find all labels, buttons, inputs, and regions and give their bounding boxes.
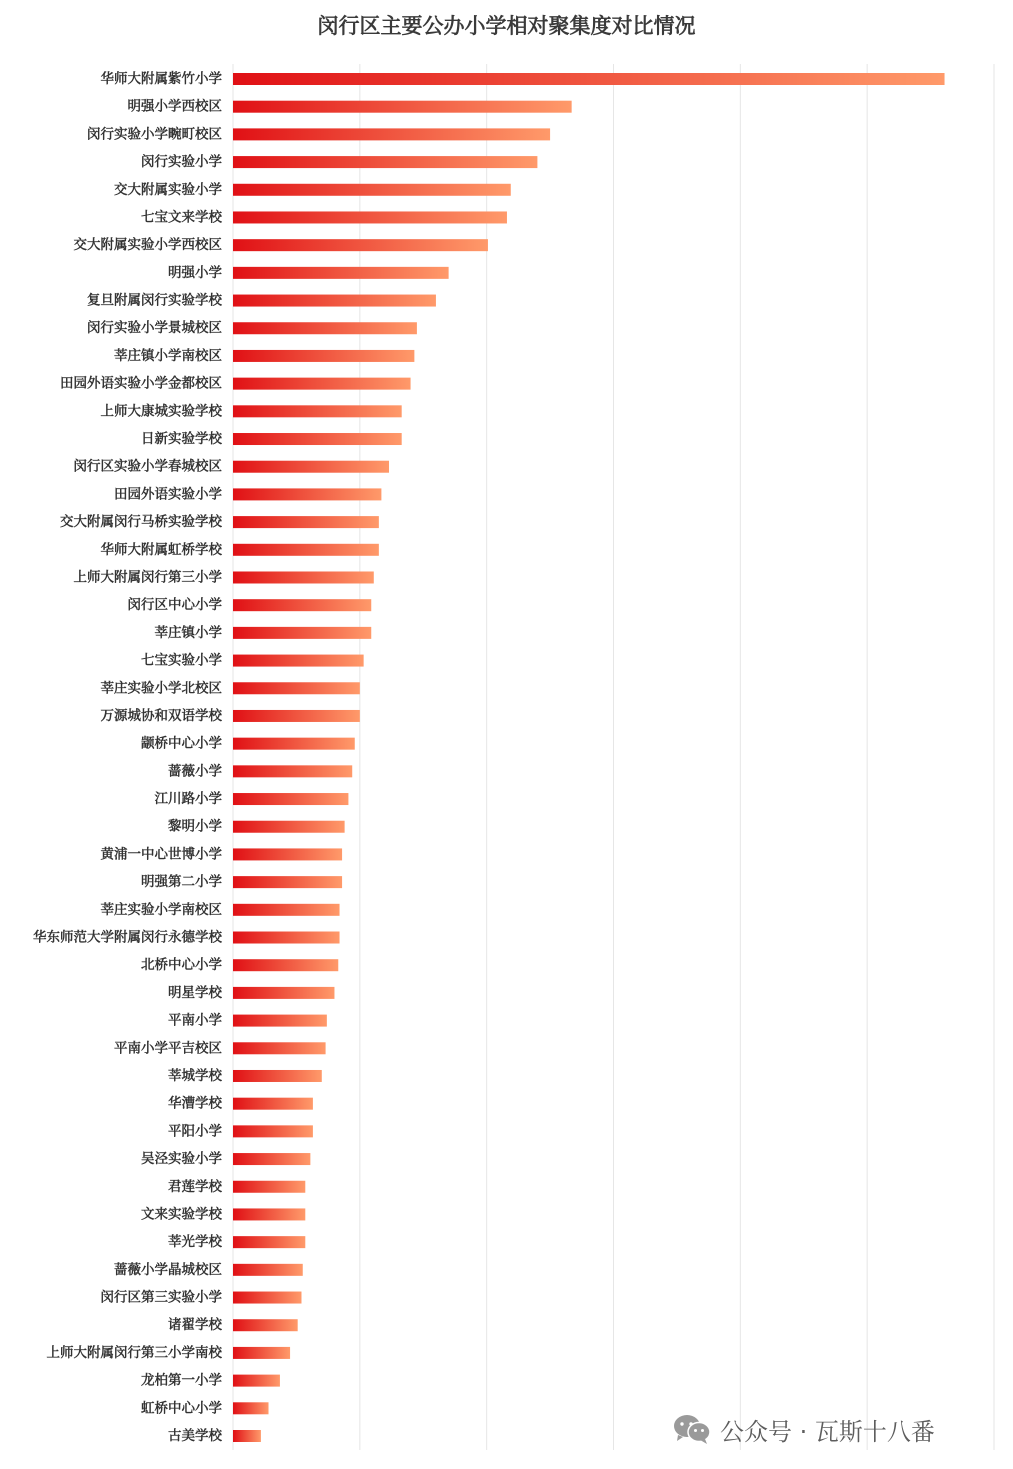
bar: [233, 571, 374, 583]
bar: [233, 1402, 269, 1414]
bar: [233, 211, 507, 223]
category-label: 华师大附属虹桥学校: [100, 541, 222, 558]
category-label: 交大附属闵行马桥实验学校: [60, 514, 222, 531]
bar: [233, 73, 945, 85]
category-label: 古美学校: [168, 1428, 222, 1444]
category-label: 上师大附属闵行第三小学南校: [46, 1344, 222, 1361]
category-label: 七宝文来学校: [141, 209, 222, 226]
category-label: 华漕学校: [168, 1095, 222, 1112]
bar: [233, 267, 449, 279]
category-label: 莘城学校: [168, 1067, 222, 1084]
category-label: 闵行实验小学畹町校区: [87, 126, 222, 143]
bar: [233, 378, 411, 390]
bar: [233, 488, 381, 500]
category-label: 田园外语实验小学金都校区: [60, 375, 222, 392]
bar: [233, 821, 345, 833]
bar: [233, 710, 360, 722]
category-label: 蔷薇小学: [168, 763, 222, 780]
wechat-icon: [672, 1413, 712, 1445]
bar: [233, 1098, 313, 1110]
bar: [233, 101, 572, 113]
bar: [233, 295, 436, 307]
category-label: 文来实验学校: [141, 1206, 222, 1223]
category-label: 华东师范大学附属闵行永德学校: [33, 929, 222, 946]
category-label: 莘庄镇小学: [154, 624, 222, 641]
bar: [233, 1208, 305, 1220]
bar: [233, 544, 379, 556]
category-label: 吴泾实验小学: [141, 1151, 222, 1168]
category-label: 黎明小学: [168, 818, 222, 835]
bar: [233, 1015, 327, 1027]
bar: [233, 1042, 326, 1054]
bar: [233, 682, 360, 694]
bar: [233, 876, 342, 888]
bar: [233, 1292, 301, 1304]
bar: [233, 239, 488, 251]
category-label: 龙柏第一小学: [141, 1372, 222, 1389]
bar: [233, 1264, 303, 1276]
category-label: 复旦附属闵行实验学校: [87, 292, 222, 309]
bar: [233, 904, 340, 916]
category-label: 明星学校: [168, 984, 222, 1001]
category-label: 北桥中心小学: [141, 957, 222, 974]
category-label: 莘光学校: [168, 1234, 222, 1251]
bar: [233, 738, 355, 750]
category-label: 平南小学平吉校区: [114, 1040, 222, 1057]
bar: [233, 848, 342, 860]
bar: [233, 627, 371, 639]
bar: [233, 1375, 280, 1387]
category-label: 江川路小学: [154, 791, 222, 808]
bar: [233, 156, 537, 168]
bars: [233, 73, 945, 1442]
bar: [233, 655, 364, 667]
category-label: 诸翟学校: [168, 1317, 222, 1334]
bar: [233, 128, 550, 140]
bar: [233, 1347, 290, 1359]
category-label: 闵行实验小学: [141, 154, 222, 171]
bar: [233, 433, 402, 445]
bar: [233, 516, 379, 528]
bar: [233, 1430, 261, 1442]
category-label: 闵行区中心小学: [127, 597, 222, 614]
bar: [233, 322, 417, 334]
category-label: 蔷薇小学晶城校区: [114, 1261, 222, 1278]
bar: [233, 1181, 305, 1193]
category-label: 颛桥中心小学: [141, 735, 222, 752]
category-label: 平阳小学: [168, 1123, 222, 1140]
category-label: 明强小学: [168, 264, 222, 281]
bar: [233, 461, 389, 473]
watermark-text: 公众号 · 瓦斯十八番: [720, 1417, 935, 1446]
category-label: 明强小学西校区: [127, 98, 222, 115]
category-label: 田园外语实验小学: [114, 486, 222, 503]
bar: [233, 1125, 313, 1137]
category-label: 闵行区实验小学春城校区: [73, 458, 222, 475]
category-label: 闵行区第三实验小学: [100, 1289, 222, 1306]
bar: [233, 1153, 310, 1165]
category-label: 日新实验学校: [141, 431, 222, 448]
category-label: 君莲学校: [168, 1178, 222, 1195]
category-label: 莘庄镇小学南校区: [114, 347, 222, 364]
bar: [233, 1070, 322, 1082]
category-label: 虹桥中心小学: [141, 1400, 222, 1417]
bar: [233, 765, 352, 777]
category-label: 上师大康城实验学校: [100, 403, 222, 420]
category-label: 黄浦一中心世博小学: [100, 846, 222, 863]
bar: [233, 932, 340, 944]
category-label: 莘庄实验小学北校区: [100, 680, 222, 697]
bar: [233, 184, 511, 196]
watermark: [672, 1412, 935, 1446]
bar: [233, 405, 402, 417]
bar: [233, 959, 338, 971]
category-label: 万源城协和双语学校: [100, 707, 222, 724]
bar: [233, 1236, 305, 1248]
category-label: 七宝实验小学: [141, 652, 222, 669]
category-label: 平南小学: [168, 1012, 222, 1029]
bar: [233, 1319, 298, 1331]
category-label: 上师大附属闵行第三小学: [73, 569, 222, 586]
category-label: 交大附属实验小学西校区: [73, 237, 222, 254]
bar: [233, 793, 348, 805]
category-labels: [33, 70, 222, 1444]
chart-title: 闵行区主要公办小学相对聚集度对比情况: [317, 14, 696, 38]
category-label: 交大附属实验小学: [114, 181, 222, 198]
bar: [233, 350, 414, 362]
bar: [233, 987, 334, 999]
bar: [233, 599, 371, 611]
category-label: 闵行实验小学景城校区: [87, 320, 222, 337]
category-label: 华师大附属紫竹小学: [100, 71, 222, 87]
category-label: 明强第二小学: [141, 874, 222, 891]
category-label: 莘庄实验小学南校区: [100, 901, 222, 918]
